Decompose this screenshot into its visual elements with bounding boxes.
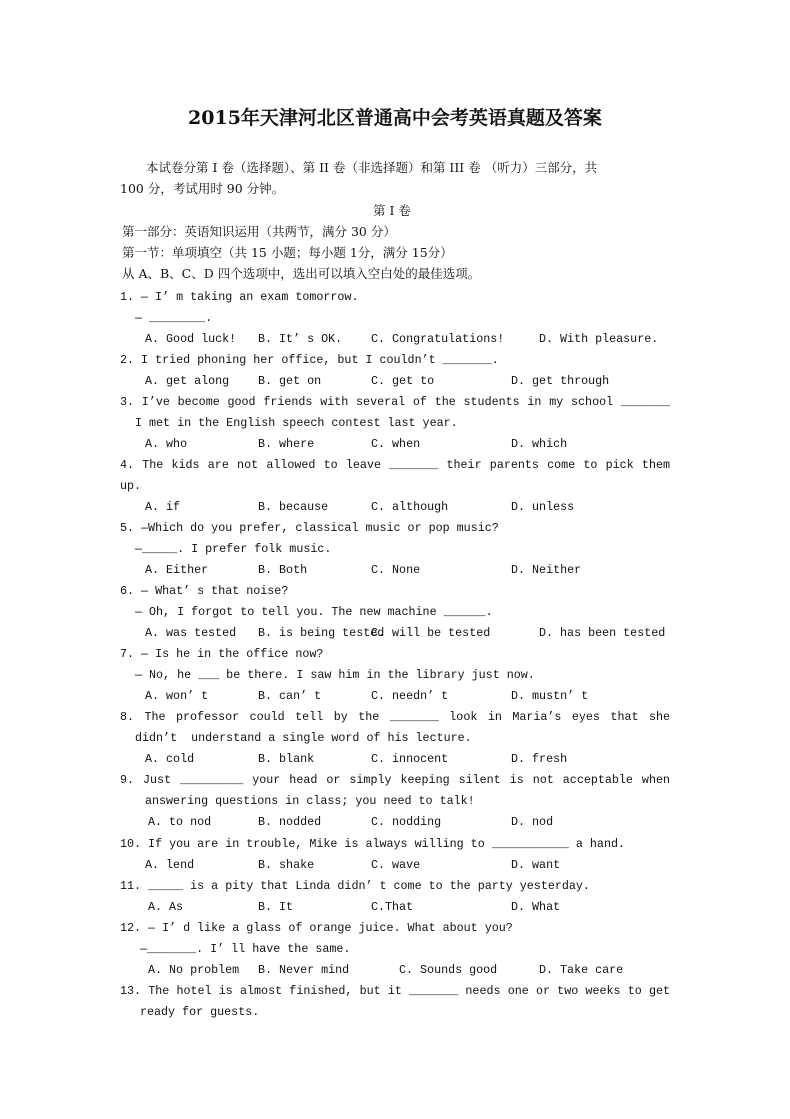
answer-option: C. get to [371,374,435,388]
answer-option: B. get on [258,374,322,388]
answer-option: A. Good luck! [145,332,237,346]
part-heading: 第一部分：英语知识运用（共两节，满分 30 分） [122,224,396,239]
answer-option: D. Neither [511,563,582,577]
question-stem: 8. The professor could tell by the _______ look in Maria’s eyes that she [120,710,670,724]
question-stem-continued: — Oh, I forgot to tell you. The new machine ______. [135,605,493,619]
answer-option: C. Congratulations! [371,332,505,346]
answer-option: C. although [371,500,449,514]
answer-option: B. blank [258,752,315,766]
question-stem-continued: up. [120,479,142,493]
answer-option: C. None [371,563,421,577]
answer-option: D. want [511,858,561,872]
answer-option: B. is being tested [258,626,385,640]
answer-option: A. Either [145,563,209,577]
answer-option: D. get through [511,374,610,388]
answer-option: B. Both [258,563,308,577]
answer-option: B. can’ t [258,689,322,703]
answer-option: A. get along [145,374,230,388]
question-stem: 3. I’ve become good friends with several of the students in my school _______ [120,395,670,409]
question-stem: 1. — I’ m taking an exam tomorrow. [120,290,359,304]
answer-option: C. nodding [371,815,442,829]
answer-option: D. nod [511,815,554,829]
answer-option: D. unless [511,500,575,514]
answer-option: A. lend [145,858,195,872]
intro-line-2: 100 分，考试用时 90 分钟。 [120,181,285,196]
answer-option: C. Sounds good [399,963,498,977]
answer-option: A. who [145,437,188,451]
question-stem: 7. — Is he in the office now? [120,647,324,661]
answer-option: D. mustn’ t [511,689,589,703]
question-stem: 4. The kids are not allowed to leave _______ their parents come to pick them [120,458,670,472]
question-stem-continued: — No, he ___ be there. I saw him in the library just now. [135,668,535,682]
question-stem: 13. The hotel is almost finished, but it _______ needs one or two weeks to get [120,984,670,998]
question-stem-continued: —_______. I’ ll have the same. [140,942,351,956]
question-stem: 9. Just _________ your head or simply keeping silent is not acceptable when [120,773,670,787]
document-title: 2015年天津河北区普通高中会考英语真题及答案 [188,107,602,129]
answer-option: B. It’ s OK. [258,332,343,346]
answer-option: C.That [371,900,414,914]
answer-option: B. where [258,437,315,451]
question-stem-continued: I met in the English speech contest last year. [135,416,458,430]
answer-option: D. has been tested [539,626,666,640]
question-stem: 11. _____ is a pity that Linda didn’ t come to the party yesterday. [120,879,590,893]
answer-option: B. nodded [258,815,322,829]
answer-option: B. because [258,500,329,514]
question-stem-continued: answering questions in class; you need to talk! [145,794,475,808]
answer-option: C. will be tested [371,626,491,640]
answer-option: C. needn’ t [371,689,449,703]
volume-heading: 第 I 卷 [373,203,411,218]
answer-option: B. shake [258,858,315,872]
question-stem: 6. — What’ s that noise? [120,584,289,598]
answer-option: A. cold [145,752,195,766]
question-stem: 5. —Which do you prefer, classical music or pop music? [120,521,499,535]
answer-option: A. As [148,900,184,914]
answer-option: D. What [511,900,561,914]
question-stem-continued: —_____. I prefer folk music. [135,542,332,556]
answer-option: A. won’ t [145,689,209,703]
question-stem-continued: — ________. [135,311,213,325]
answer-option: D. Take care [539,963,624,977]
answer-option: D. fresh [511,752,568,766]
question-stem-continued: ready for guests. [140,1005,260,1019]
answer-option: C. when [371,437,421,451]
question-stem: 10. If you are in trouble, Mike is always willing to ___________ a hand. [120,837,625,851]
answer-option: C. wave [371,858,421,872]
answer-option: A. if [145,500,181,514]
question-stem: 2. I tried phoning her office, but I couldn’t _______. [120,353,499,367]
answer-option: C. innocent [371,752,449,766]
answer-option: D. which [511,437,568,451]
instruction: 从 A、B、C、D 四个选项中，选出可以填入空白处的最佳选项。 [122,266,481,281]
answer-option: D. With pleasure. [539,332,659,346]
intro-line-1: 本试卷分第 I 卷（选择题）、第 II 卷（非选择题）和第 III 卷 （听力）三部分，共 [146,160,598,175]
answer-option: A. No problem [148,963,240,977]
answer-option: B. It [258,900,294,914]
question-stem: 12. — I’ d like a glass of orange juice. What about you? [120,921,513,935]
answer-option: A. was tested [145,626,237,640]
question-stem-continued: didn’t understand a single word of his lecture. [135,731,472,745]
section-heading: 第一节：单项填空（共 15 小题；每小题 1分，满分 15分） [122,245,453,260]
answer-option: A. to nod [148,815,212,829]
answer-option: B. Never mind [258,963,350,977]
